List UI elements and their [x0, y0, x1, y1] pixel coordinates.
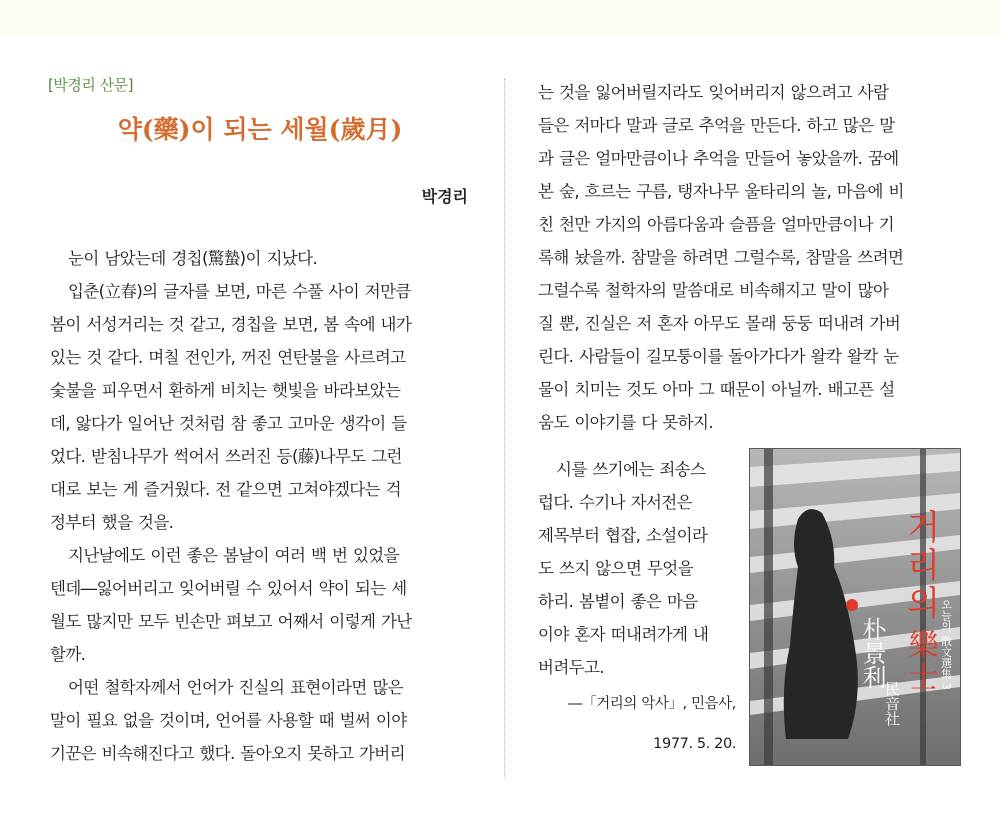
text-line: 있는 것 같다. 며칠 전인가, 꺼진 연탄불을 사르려고: [50, 348, 406, 367]
cover-series: 오늘의 散文選集 3: [939, 599, 953, 690]
text-line: 들은 저마다 말과 글로 추억을 만든다. 하고 많은 말: [538, 116, 895, 135]
text-line: 록해 놨을까. 참말을 하려면 그럴수록, 참말을 쓰려면: [538, 248, 904, 267]
text-line: 월도 많지만 모두 빈손만 펴보고 어째서 이렇게 가난: [50, 612, 412, 631]
text-line: 물이 치미는 것도 아마 그 때문이 아닐까. 배고픈 설: [538, 380, 895, 399]
text-line: 어떤 철학자께서 언어가 진실의 표현이라면 많은: [68, 678, 404, 697]
cover-title-hanja: 樂士: [902, 629, 938, 693]
text-line: 데, 앓다가 일어난 것처럼 참 좋고 고마운 생각이 들: [50, 414, 407, 433]
text-line: 버려두고.: [538, 658, 605, 677]
text-line: 대로 보는 게 즐거웠다. 전 같으면 고쳐야겠다는 걱: [50, 480, 401, 499]
column-divider: [504, 78, 505, 778]
text-line: 는 것을 잃어버릴지라도 잊어버리지 않으려고 사람: [538, 83, 889, 102]
text-line: 지난날에도 이런 좋은 봄날이 여러 백 번 있었을: [68, 546, 399, 565]
text-line: 기꾼은 비속해진다고 했다. 돌아오지 못하고 가버리: [50, 744, 405, 763]
text-line: 친 천만 가지의 아름다움과 슬픔을 얼마만큼이나 기: [538, 215, 894, 234]
text-line: 입춘(立春)의 글자를 보면, 마른 수풀 사이 저만큼: [68, 282, 411, 301]
text-line: 도 쓰지 않으면 무엇을: [538, 559, 693, 578]
text-line: 시를 쓰기에는 죄송스: [556, 460, 706, 479]
article-title: 약(藥)이 되는 세월(歲月): [117, 115, 403, 144]
text-line: 이야 혼자 떠내려가게 내: [538, 625, 709, 644]
book-cover-image: [749, 448, 961, 766]
text-line: 눈이 남았는데 경칩(驚蟄)이 지났다.: [68, 249, 318, 268]
text-line: 말이 필요 없을 것이며, 언어를 사용할 때 벌써 이야: [50, 711, 407, 730]
text-line: 과 글은 얼마만큼이나 추억을 만들어 놓았을까. 꿈에: [538, 149, 899, 168]
text-line: 움도 이야기를 다 못하지.: [538, 413, 713, 432]
left-column: [50, 242, 480, 770]
text-line: 린다. 사람들이 길모퉁이를 돌아가다가 왈칵 왈칵 눈: [538, 347, 899, 366]
text-line: 럽다. 수기나 자서전은: [538, 493, 692, 512]
text-line: 숯불을 피우면서 환하게 비치는 햇빛을 바라보았는: [50, 381, 401, 400]
author-name: 박경리: [421, 187, 468, 206]
text-line: 봄이 서성거리는 것 같고, 경칩을 보면, 봄 속에 내가: [50, 315, 412, 334]
text-line: 질 뿐, 진실은 저 혼자 아무도 몰래 둥둥 떠내려 가버: [538, 314, 901, 333]
cover-publisher: 民音社: [883, 681, 901, 726]
text-line: 본 숲, 흐르는 구름, 탱자나무 울타리의 놀, 마음에 비: [538, 182, 904, 201]
cover-title: 거리의: [900, 509, 940, 623]
right-column: [538, 76, 962, 439]
citation-source: ―「거리의 악사」, 민음사,: [568, 696, 736, 712]
right-narrow-column: [538, 453, 748, 684]
citation-date: 1977. 5. 20.: [653, 736, 736, 752]
citation: [538, 684, 736, 764]
text-line: 할까.: [50, 645, 86, 664]
text-line: 그럴수록 철학자의 말씀대로 비속해지고 말이 많아: [538, 281, 889, 300]
section-tag: [박경리 산문]: [48, 76, 133, 94]
text-line: 텐데―잃어버리고 잊어버릴 수 있어서 약이 되는 세: [50, 579, 407, 598]
text-line: 제목부터 협잡, 소설이라: [538, 526, 708, 545]
text-line: 었다. 받침나무가 썩어서 쓰러진 등(藤)나무도 그런: [50, 447, 402, 466]
text-line: 하리. 봄볕이 좋은 마음: [538, 592, 698, 611]
cover-author: 朴景利: [858, 617, 886, 689]
text-line: 정부터 했을 것을.: [50, 513, 174, 532]
